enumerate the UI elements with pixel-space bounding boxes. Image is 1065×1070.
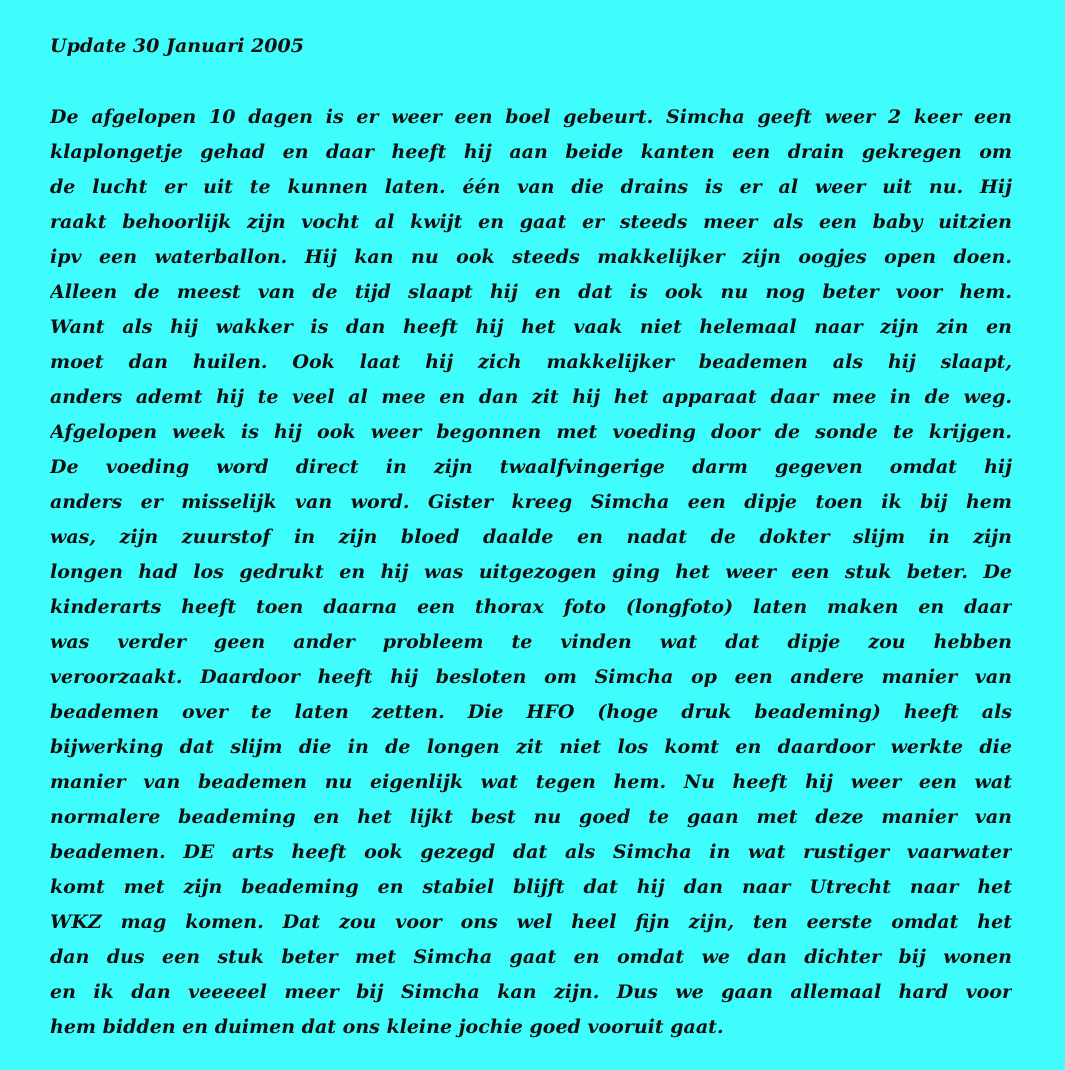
text-line: was verder geen ander probleem te vinden wat dat dipje zou hebben [50,631,1012,653]
text-line: komt met zijn beademing en stabiel blijft dat hij dan naar Utrecht naar het [50,876,1012,898]
update-body [50,100,1012,1045]
text-line: bijwerking dat slijm die in de longen zit niet los komt en daardoor werkte die [50,736,1012,758]
text-line: Want als hij wakker is dan heeft hij het vaak niet helemaal naar zijn zin en [50,316,1012,338]
text-line: klaplongetje gehad en daar heeft hij aan beide kanten een drain gekregen om [50,141,1012,163]
text-line: WKZ mag komen. Dat zou voor ons wel heel fijn zijn, ten eerste omdat het [50,911,1012,933]
text-line: hem bidden en duimen dat ons kleine jochie goed vooruit gaat. [50,1016,724,1038]
text-line: Alleen de meest van de tijd slaapt hij en dat is ook nu nog beter voor hem. [50,281,1012,303]
text-line: longen had los gedrukt en hij was uitgezogen ging het weer een stuk beter. De [50,561,1012,583]
text-line: en ik dan veeeeel meer bij Simcha kan zijn. Dus we gaan allemaal hard voor [50,981,1012,1003]
text-line: moet dan huilen. Ook laat hij zich makkelijker beademen als hij slaapt, [50,351,1012,373]
text-line: de lucht er uit te kunnen laten. één van die drains is er al weer uit nu. Hij [50,176,1012,198]
text-line: beademen over te laten zetten. Die HFO (hoge druk beademing) heeft als [50,701,1012,723]
text-line: De voeding word direct in zijn twaalfvingerige darm gegeven omdat hij [50,456,1012,478]
text-line: was, zijn zuurstof in zijn bloed daalde en nadat de dokter slijm in zijn [50,526,1012,548]
text-line: manier van beademen nu eigenlijk wat tegen hem. Nu heeft hij weer een wat [50,771,1012,793]
text-line: dan dus een stuk beter met Simcha gaat en omdat we dan dichter bij wonen [50,946,1012,968]
text-line: anders ademt hij te veel al mee en dan zit hij het apparaat daar mee in de weg. [50,386,1012,408]
text-line: Afgelopen week is hij ook weer begonnen met voeding door de sonde te krijgen. [50,421,1012,443]
text-line: veroorzaakt. Daardoor heeft hij besloten om Simcha op een andere manier van [50,666,1012,688]
text-line: De afgelopen 10 dagen is er weer een boel gebeurt. Simcha geeft weer 2 keer een [50,106,1012,128]
text-line: kinderarts heeft toen daarna een thorax foto (longfoto) laten maken en daar [50,596,1012,618]
text-line: normalere beademing en het lijkt best nu goed te gaan met deze manier van [50,806,1012,828]
text-line: anders er misselijk van word. Gister kreeg Simcha een dipje toen ik bij hem [50,491,1012,513]
update-title: Update 30 Januari 2005 [50,35,304,57]
text-line: raakt behoorlijk zijn vocht al kwijt en gaat er steeds meer als een baby uitzien [50,211,1012,233]
text-line: ipv een waterballon. Hij kan nu ook steeds makkelijker zijn oogjes open doen. [50,246,1012,268]
text-line: beademen. DE arts heeft ook gezegd dat als Simcha in wat rustiger vaarwater [50,841,1012,863]
